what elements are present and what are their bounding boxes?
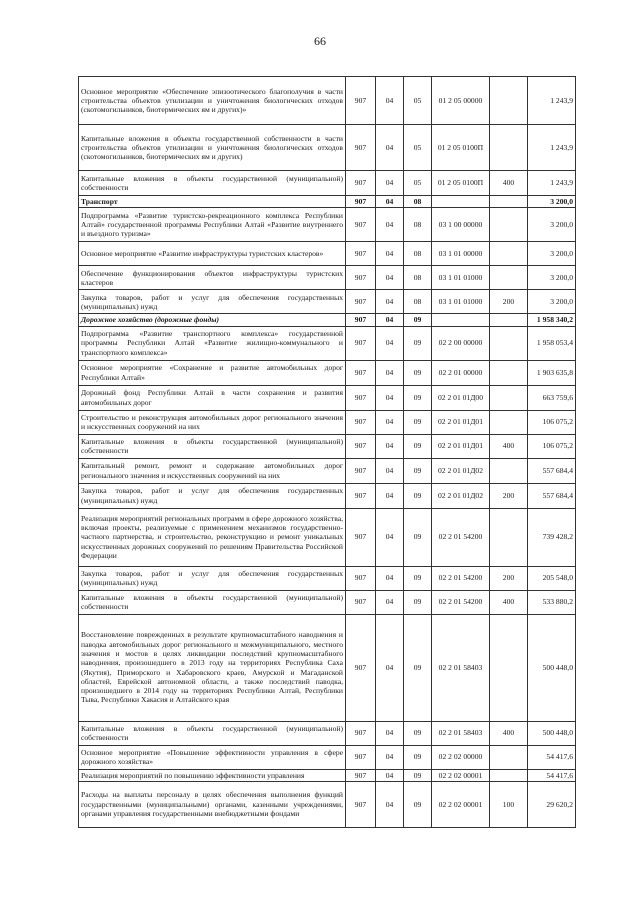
row-ved-code: 907 [346,266,376,290]
row-section-code: 04 [376,326,404,360]
row-amount: 1 243,9 [528,125,576,171]
row-subsection-code: 05 [404,77,432,125]
table-row [79,434,576,458]
row-amount: 1 243,9 [528,77,576,125]
row-subsection-code: 09 [404,590,432,614]
row-target-article-code [432,314,490,326]
table-row [79,385,576,410]
row-section-code: 04 [376,410,404,434]
row-name: Капитальные вложения в объекты государственной собственности в части строительства объектов утилизации и уничтожения биологических отходов (скотомогильников, биотермических ям и других) [79,125,346,171]
row-expense-type-code [490,458,528,483]
row-name: Основное мероприятие «Обеспечение эпизоотического благополучия в части строительства объектов утилизации и уничтожения биологических отходов (скотомогильников, биотермических ям и других)» [79,77,346,125]
row-target-article-code: 02 2 01 00000 [432,360,490,385]
row-ved-code: 907 [346,508,376,566]
row-expense-type-code [490,125,528,171]
row-ved-code: 907 [346,314,376,326]
row-amount: 1 243,9 [528,171,576,196]
row-subsection-code: 05 [404,125,432,171]
row-name: Основное мероприятие «Сохранение и развитие автомобильных дорог Республики Алтай» [79,360,346,385]
row-name: Обеспечение функционирования объектов инфраструктуры туристских кластеров [79,266,346,290]
row-target-article-code: 03 1 00 00000 [432,208,490,242]
row-expense-type-code [490,314,528,326]
table-row [79,266,576,290]
row-section-code: 04 [376,290,404,314]
row-expense-type-code [490,360,528,385]
row-section-code: 04 [376,508,404,566]
row-section-code: 04 [376,77,404,125]
row-expense-type-code: 200 [490,290,528,314]
row-section-code: 04 [376,458,404,483]
row-subsection-code: 09 [404,434,432,458]
row-amount: 3 200,0 [528,266,576,290]
row-target-article-code: 02 2 01 58403 [432,614,490,721]
row-ved-code: 907 [346,208,376,242]
row-target-article-code: 01 2 05 00000 [432,77,490,125]
row-section-code: 04 [376,266,404,290]
row-section-code: 04 [376,360,404,385]
row-target-article-code: 02 2 02 00000 [432,745,490,769]
row-name: Капитальные вложения в объекты государственной (муниципальной) собственности [79,590,346,614]
row-subsection-code: 09 [404,745,432,769]
row-expense-type-code [490,208,528,242]
row-target-article-code: 01 2 05 0100П [432,125,490,171]
row-name: Капитальные вложения в объекты государственной (муниципальной) собственности [79,721,346,745]
row-ved-code: 907 [346,458,376,483]
row-name: Реализация мероприятий по повышению эффективности управления [79,769,346,781]
row-name: Реализация мероприятий региональных программ в сфере дорожного хозяйства, включая проекты, реализуемые с применением механизмов государственно-частного партнерства, и строительство, реконструкцию и ремонт уникальных искусственных дорожных сооружений по решениям Правительства Российской Федерации [79,508,346,566]
row-ved-code: 907 [346,242,376,266]
table-row [79,208,576,242]
table-row [79,508,576,566]
row-subsection-code: 09 [404,483,432,508]
row-target-article-code: 02 2 02 00001 [432,781,490,827]
row-target-article-code: 03 1 01 01000 [432,290,490,314]
row-name: Подпрограмма «Развитие туристско-рекреационного комплекса Республики Алтай» государственной программы Республики Алтай «Развитие внутреннего и въездного туризма» [79,208,346,242]
row-ved-code: 907 [346,77,376,125]
row-name: Дорожный фонд Республики Алтай в части сохранения и развития автомобильных дорог [79,385,346,410]
row-ved-code: 907 [346,781,376,827]
row-expense-type-code: 400 [490,721,528,745]
row-subsection-code: 09 [404,314,432,326]
row-section-code: 04 [376,208,404,242]
row-section-code: 04 [376,483,404,508]
row-ved-code: 907 [346,290,376,314]
row-expense-type-code: 400 [490,171,528,196]
row-expense-type-code: 100 [490,781,528,827]
row-section-code: 04 [376,125,404,171]
row-target-article-code: 02 2 01 58403 [432,721,490,745]
table-row [79,721,576,745]
row-expense-type-code: 200 [490,566,528,590]
row-name: Транспорт [79,196,346,208]
table-row [79,410,576,434]
row-name: Расходы на выплаты персоналу в целях обеспечения выполнения функций государственными (муниципальными) органами, казенными учреждениями, органами управления государственными внебюджетными фондами [79,781,346,827]
row-subsection-code: 08 [404,290,432,314]
row-expense-type-code: 200 [490,483,528,508]
row-subsection-code: 09 [404,326,432,360]
row-name: Закупка товаров, работ и услуг для обеспечения государственных (муниципальных) нужд [79,483,346,508]
row-ved-code: 907 [346,360,376,385]
row-ved-code: 907 [346,590,376,614]
row-amount: 54 417,6 [528,769,576,781]
row-amount: 1 958 340,2 [528,314,576,326]
row-section-code: 04 [376,314,404,326]
row-amount: 663 759,6 [528,385,576,410]
row-target-article-code: 02 2 02 00001 [432,769,490,781]
row-amount: 557 684,4 [528,458,576,483]
row-name: Закупка товаров, работ и услуг для обеспечения государственных (муниципальных) нужд [79,290,346,314]
row-expense-type-code [490,745,528,769]
table-row [79,290,576,314]
row-amount: 557 684,4 [528,483,576,508]
row-section-code: 04 [376,745,404,769]
budget-table [78,76,576,828]
table-row [79,242,576,266]
table-row [79,781,576,827]
row-section-code: 04 [376,590,404,614]
row-target-article-code: 02 2 01 01Д02 [432,483,490,508]
row-section-code: 04 [376,769,404,781]
row-subsection-code: 09 [404,508,432,566]
row-target-article-code: 02 2 01 01Д01 [432,410,490,434]
row-target-article-code: 03 1 01 00000 [432,242,490,266]
row-ved-code: 907 [346,410,376,434]
row-subsection-code: 09 [404,614,432,721]
row-amount: 500 448,0 [528,721,576,745]
row-ved-code: 907 [346,171,376,196]
row-name: Строительство и реконструкция автомобильных дорог регионального значения и искусственных сооружений на них [79,410,346,434]
row-amount: 1 958 053,4 [528,326,576,360]
row-subsection-code: 09 [404,769,432,781]
row-target-article-code: 02 2 01 54200 [432,566,490,590]
row-expense-type-code [490,769,528,781]
row-subsection-code: 09 [404,385,432,410]
table-row [79,566,576,590]
row-section-code: 04 [376,781,404,827]
table-row [79,326,576,360]
row-ved-code: 907 [346,125,376,171]
row-name: Закупка товаров, работ и услуг для обеспечения государственных (муниципальных) нужд [79,566,346,590]
row-expense-type-code [490,266,528,290]
row-amount: 106 075,2 [528,434,576,458]
row-name: Основное мероприятие «Повышение эффективности управления в сфере дорожного хозяйства» [79,745,346,769]
table-row [79,125,576,171]
row-name: Дорожное хозяйство (дорожные фонды) [79,314,346,326]
row-expense-type-code [490,77,528,125]
table-row [79,590,576,614]
row-section-code: 04 [376,434,404,458]
row-subsection-code: 09 [404,360,432,385]
table-body [79,77,576,828]
row-target-article-code: 02 2 01 01Д01 [432,434,490,458]
row-ved-code: 907 [346,745,376,769]
row-subsection-code: 08 [404,266,432,290]
row-expense-type-code: 400 [490,590,528,614]
row-subsection-code: 09 [404,410,432,434]
row-target-article-code: 03 1 01 01000 [432,266,490,290]
row-section-code: 04 [376,614,404,721]
row-amount: 3 200,0 [528,242,576,266]
row-expense-type-code [490,196,528,208]
row-section-code: 04 [376,721,404,745]
row-expense-type-code [490,385,528,410]
row-subsection-code: 09 [404,781,432,827]
row-section-code: 04 [376,196,404,208]
row-expense-type-code [490,508,528,566]
row-name: Капитальные вложения в объекты государственной (муниципальной) собственности [79,171,346,196]
row-section-code: 04 [376,171,404,196]
row-name: Основное мероприятие «Развитие инфраструктуры туристских кластеров» [79,242,346,266]
row-expense-type-code: 400 [490,434,528,458]
row-subsection-code: 08 [404,208,432,242]
row-amount: 29 620,2 [528,781,576,827]
row-ved-code: 907 [346,483,376,508]
table-row [79,360,576,385]
row-target-article-code: 02 2 01 54200 [432,508,490,566]
row-amount: 533 880,2 [528,590,576,614]
table-row [79,614,576,721]
row-amount: 1 903 635,8 [528,360,576,385]
row-subsection-code: 05 [404,171,432,196]
row-amount: 3 200,0 [528,208,576,242]
row-ved-code: 907 [346,434,376,458]
row-subsection-code: 09 [404,721,432,745]
row-ved-code: 907 [346,326,376,360]
row-amount: 3 200,0 [528,290,576,314]
row-amount: 500 448,0 [528,614,576,721]
row-amount: 106 075,2 [528,410,576,434]
table-row [79,769,576,781]
row-expense-type-code [490,614,528,721]
row-target-article-code: 02 2 01 54200 [432,590,490,614]
row-target-article-code [432,196,490,208]
row-amount: 54 417,6 [528,745,576,769]
table-row [79,458,576,483]
row-target-article-code: 02 2 01 01Д00 [432,385,490,410]
row-name: Капитальные вложения в объекты государственной (муниципальной) собственности [79,434,346,458]
table-row [79,171,576,196]
row-ved-code: 907 [346,385,376,410]
row-subsection-code: 09 [404,566,432,590]
row-amount: 739 428,2 [528,508,576,566]
row-name: Восстановление поврежденных в результате крупномасштабного наводнения и паводка автомобильных дорог регионального и межмуниципального, местного значения и мостов в целях ликвидации последствий крупномасштабного наводнения, произошедшего в 2013 году на территориях Республика Саха (Якутия), Приморского и Хабаровского краев, Амурской и Магаданской областей, Еврейской автономной области, а также последствий паводка, произошедшего в 2014 году на территориях Республики Алтай, Республики Тыва, Республики Хакасия и Алтайского края [79,614,346,721]
row-ved-code: 907 [346,196,376,208]
row-amount: 3 200,0 [528,196,576,208]
row-section-code: 04 [376,566,404,590]
table-row [79,745,576,769]
row-subsection-code: 09 [404,458,432,483]
row-ved-code: 907 [346,614,376,721]
row-section-code: 04 [376,385,404,410]
row-expense-type-code [490,242,528,266]
row-expense-type-code [490,326,528,360]
table-row [79,77,576,125]
row-section-code: 04 [376,242,404,266]
row-target-article-code: 02 2 00 00000 [432,326,490,360]
page-number: 66 [314,34,326,48]
row-ved-code: 907 [346,721,376,745]
row-subsection-code: 08 [404,196,432,208]
row-ved-code: 907 [346,566,376,590]
row-expense-type-code [490,410,528,434]
row-ved-code: 907 [346,769,376,781]
row-target-article-code: 01 2 05 0100П [432,171,490,196]
table-row [79,196,576,208]
row-name: Капитальный ремонт, ремонт и содержание автомобильных дорог регионального значения и искусственных сооружений на них [79,458,346,483]
row-target-article-code: 02 2 01 01Д02 [432,458,490,483]
row-amount: 205 548,0 [528,566,576,590]
row-subsection-code: 08 [404,242,432,266]
row-name: Подпрограмма «Развитие транспортного комплекса» государственной программы Республики Алтай «Развитие жилищно-коммунального и транспортного комплекса» [79,326,346,360]
table-row [79,314,576,326]
table-row [79,483,576,508]
